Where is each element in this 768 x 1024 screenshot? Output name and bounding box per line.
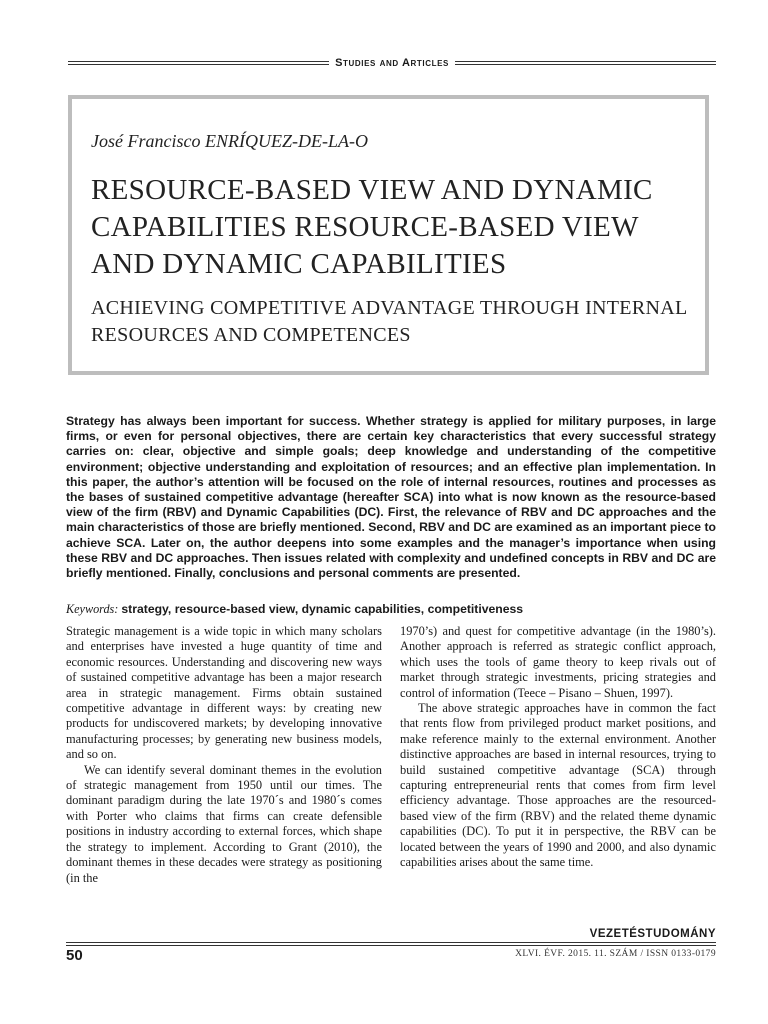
abstract: Strategy has always been important for success. Whether strategy is applied for military purposes, in large firms, or even for personal objectives, there are certain key characteristics that every successful strategy carries on: clear, objective and simple goals; deep knowledge and understanding of the competitive environment; objective understanding and exploitation of resources; and an effective plan implementation. In this paper, the author’s attention will be focused on the role of internal resources, routines and processes as the bases of sustained competitive advantage (hereafter SCA) into what is now known as the resource-based view of the firm (RBV) and Dynamic Capabilities (DC). First, the relevance of RBV and DC approaches and the main characteristics of those are briefly mentioned. Second, RBV and DC are examined as an important piece to achieve SCA. Later on, the author deepens into some examples and the manager’s importance when using these RBV and DC approaches. Then issues related with complexity and undefined concepts in RBV and DC are briefly mentioned. Finally, conclusions and personal comments are presented. <box>66 414 716 581</box>
article-title: RESOURCE-BASED VIEW AND DYNAMIC CAPABILITIES RESOURCE-BASED VIEW AND DYNAMIC CAPABILITIES <box>91 174 653 280</box>
author-name: José Francisco ENRÍQUEZ-DE-LA-O <box>91 131 368 151</box>
keywords-text: strategy, resource-based view, dynamic capabilities, competitiveness <box>121 602 524 616</box>
article-subtitle: ACHIEVING COMPETITIVE ADVANTAGE THROUGH INTERNAL RESOURCES AND COMPETENCES <box>91 297 687 346</box>
header-rule-left <box>68 61 329 65</box>
header-rule-right <box>455 61 716 65</box>
keywords-line <box>66 602 716 617</box>
left-column <box>66 624 382 886</box>
page-number: 50 <box>66 947 83 964</box>
section-label: Studies and Articles <box>335 57 449 69</box>
paragraph: The above strategic approaches have in common the fact that rents flow from privileged product market positions, and make reference mainly to the external environment. Another distinctive approaches are based in internal resources, trying to build sustained competitive advantage (SCA) through capturing entrepreneurial rents that comes from firm level efficiency advantage. Those approaches are the resourced-based view of the firm (RBV) and the related theme dynamic capabilities (DC). To put it in perspective, the RBV can be located between the years of 1990 and 2000, and also dynamic capabilities arises about the same time. <box>400 701 716 870</box>
journal-name: VEZETÉSTUDOMÁNY <box>589 928 716 940</box>
paragraph: Strategic management is a wide topic in which many scholars and enterprises have invested a huge quantity of time and economic resources. Understanding and discovering new ways of sustained competitive advantage has been a major research area in strategic management. Firms obtain sustained competitive advantage in different ways: by creating new products for undiscovered markets; by developing innovative manufacturing processes; by generating new business models, and so on. <box>66 624 382 762</box>
paragraph: 1970’s) and quest for competitive advantage (in the 1980’s). Another approach is referred as strategic conflict approach, which uses the tools of game theory to keep rivals out of market through strategic investments, pricing strategies and control of information (Teece – Pisano – Shuen, 1997). <box>400 624 716 700</box>
footer-rule <box>66 942 716 946</box>
section-header <box>68 56 716 70</box>
issue-info: XLVI. ÉVF. 2015. 11. SZÁM / ISSN 0133-0179 <box>515 949 716 959</box>
paragraph: We can identify several dominant themes in the evolution of strategic management from 1950 until our times. The dominant paradigm during the late 1970´s and 1980´s comes with Porter who claims that firms can create defensible positions in industry according to external forces, which shape the strategy to implement. According to Grant (2010), the dominant themes in these decades were strategy as positioning (in the <box>66 762 382 885</box>
right-column <box>400 624 716 871</box>
keywords-label: Keywords: <box>66 602 119 616</box>
